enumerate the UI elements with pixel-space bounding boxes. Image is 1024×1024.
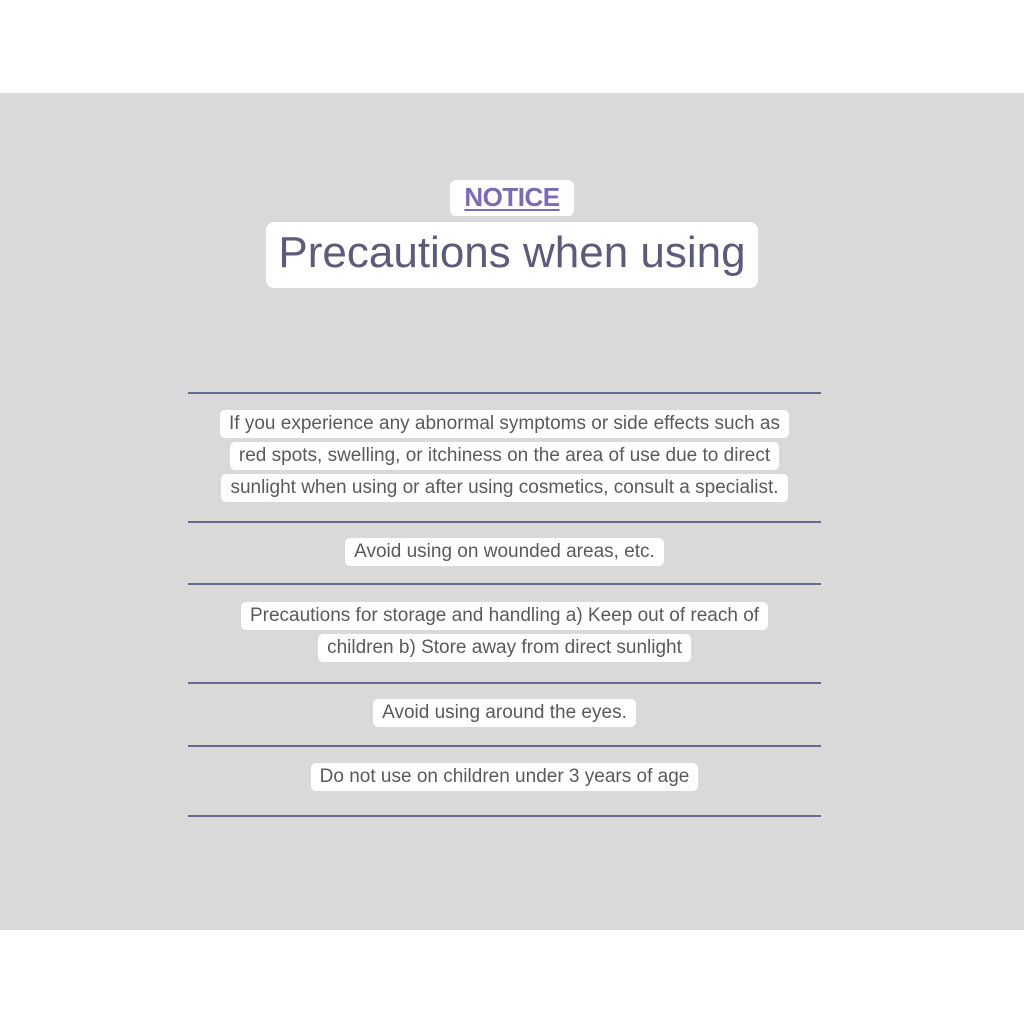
divider [188,392,821,394]
divider [188,583,821,585]
precaution-item [188,536,821,568]
precaution-text: Precautions for storage and handling a) Keep out of reach of children b) Store away from direct sunlight [241,602,768,662]
divider [188,815,821,817]
divider [188,682,821,684]
page-title: Precautions when using [266,222,757,288]
precaution-item [238,600,771,664]
notice-header [0,180,1024,216]
precaution-text: If you experience any abnormal symptoms or side effects such as red spots, swelling, or itchiness on the area of use due to direct sunlight when using or after using cosmetics, consult a specialist. [220,410,789,502]
precaution-text: Avoid using around the eyes. [373,699,636,727]
precaution-text: Do not use on children under 3 years of age [311,763,699,791]
divider [188,521,821,523]
divider [188,745,821,747]
title-wrap [0,222,1024,288]
notice-label: NOTICE [450,180,573,216]
precaution-item [188,697,821,729]
precaution-item [218,408,791,504]
notice-panel [0,93,1024,930]
precaution-text: Avoid using on wounded areas, etc. [345,538,664,566]
precaution-item [188,761,821,793]
